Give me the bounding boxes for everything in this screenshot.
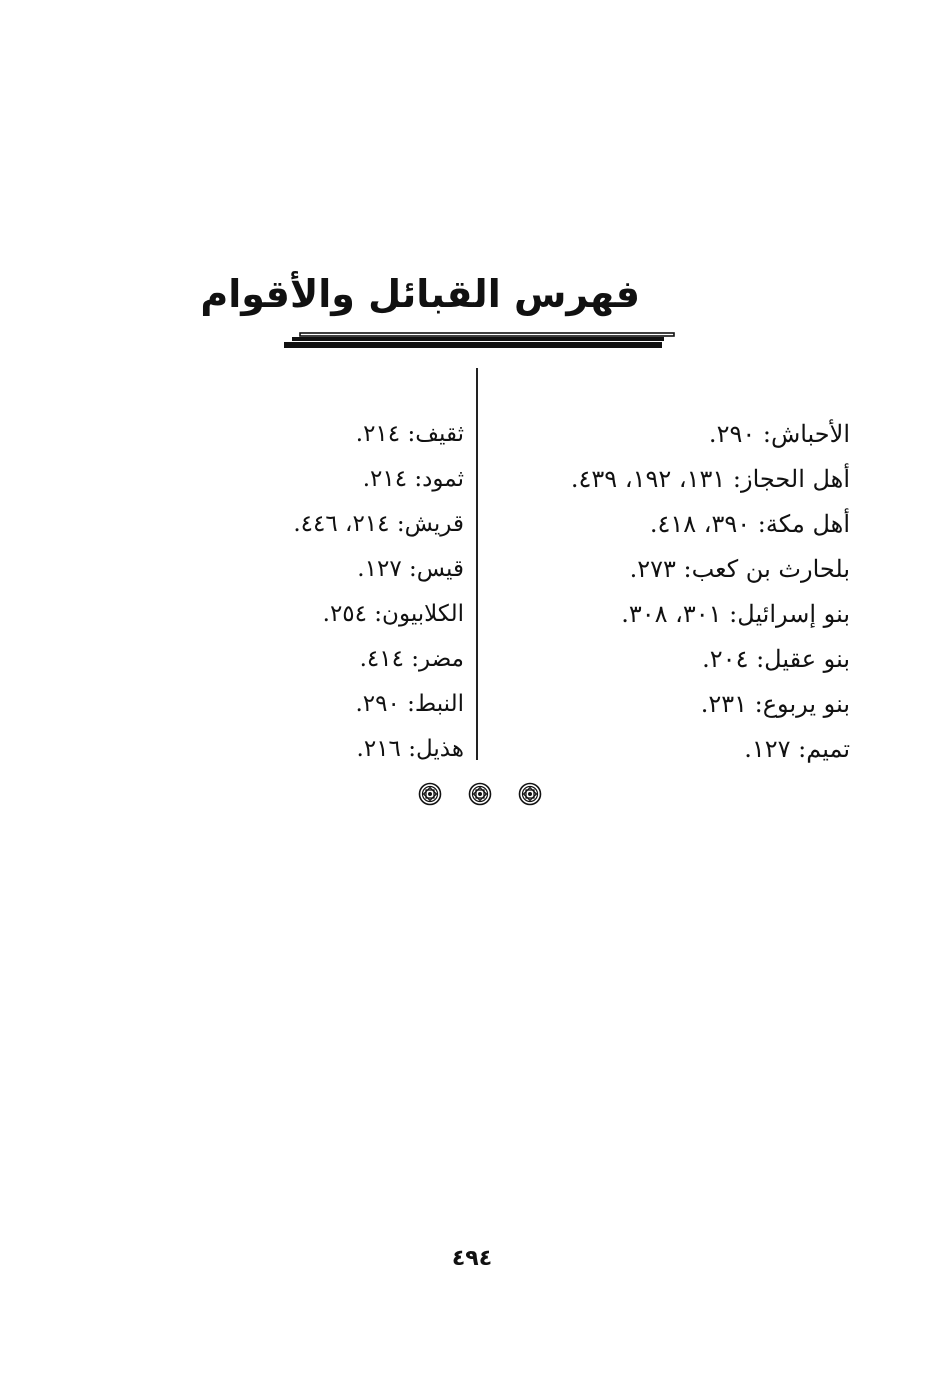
index-entry: أهل مكة: ٣٩٠، ٤١٨. xyxy=(649,510,850,538)
rosette-ornament-icon xyxy=(418,782,442,806)
index-entry: تميم: ١٢٧. xyxy=(744,735,850,763)
section-end-ornaments xyxy=(418,780,542,808)
index-entry: هذيل: ٢١٦. xyxy=(356,736,464,762)
index-entry: قيس: ١٢٧. xyxy=(357,556,464,582)
index-entry: بنو إسرائيل: ٣٠١، ٣٠٨. xyxy=(621,600,850,628)
index-entry: أهل الحجاز: ١٣١، ١٩٢، ٤٣٩. xyxy=(570,465,850,493)
page-title: فهرس القبائل والأقوام xyxy=(200,272,640,316)
column-divider xyxy=(476,368,478,760)
index-entry: ثقيف: ٢١٤. xyxy=(355,421,464,447)
index-column-left xyxy=(204,412,464,772)
index-entry: قريش: ٢١٤، ٤٤٦. xyxy=(293,511,464,537)
index-entry: بنو عقيل: ٢٠٤. xyxy=(702,645,850,673)
index-entry: بلحارث بن كعب: ٢٧٣. xyxy=(629,555,850,583)
index-entry: النبط: ٢٩٠. xyxy=(355,691,464,717)
index-entry: الأحباش: ٢٩٠. xyxy=(708,420,850,448)
rosette-ornament-icon xyxy=(518,782,542,806)
title-underline-ornament xyxy=(284,332,676,352)
index-entry: مضر: ٤١٤. xyxy=(359,646,464,672)
index-entry: بنو يربوع: ٢٣١. xyxy=(700,690,850,718)
index-column-right xyxy=(490,412,850,772)
index-entry: ثمود: ٢١٤. xyxy=(362,466,464,492)
page-number: ٤٩٤ xyxy=(451,1246,493,1271)
index-entry: الكلابيون: ٢٥٤. xyxy=(322,601,464,627)
rosette-ornament-icon xyxy=(468,782,492,806)
